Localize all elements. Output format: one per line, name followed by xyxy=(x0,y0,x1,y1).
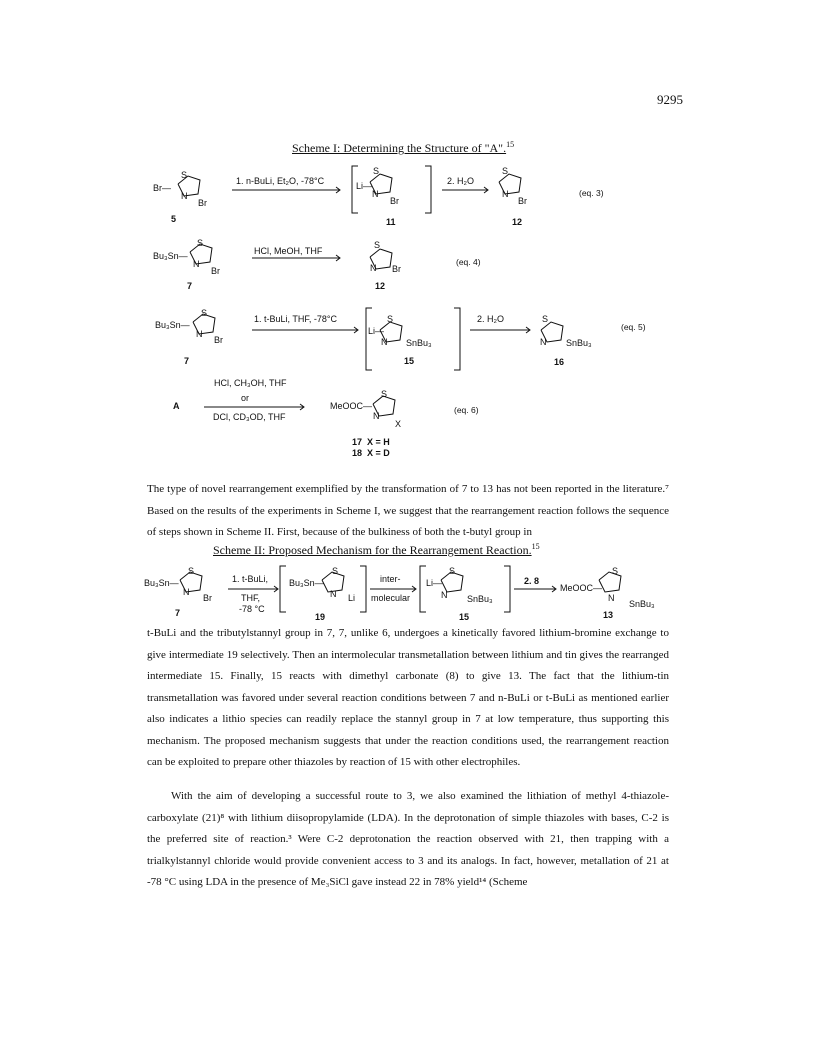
eq3-label: (eq. 3) xyxy=(579,188,604,198)
page-number: 9295 xyxy=(657,92,683,107)
eq5-intermediate-snbu3: SnBu₃ xyxy=(406,338,432,348)
eq6-product-substituent: MeOOC— xyxy=(330,401,373,411)
s2-reactant-br: Br xyxy=(203,593,212,603)
compound-a: A xyxy=(173,401,180,411)
eq3-reagent2: 2. H₂O xyxy=(447,176,474,186)
ring-atom-n: N xyxy=(181,191,188,201)
eq5-reagent2: 2. H₂O xyxy=(477,314,504,324)
compound-number-15: 15 xyxy=(459,612,470,622)
ring-atom-n: N xyxy=(370,263,377,273)
compound-number-7: 7 xyxy=(187,281,193,291)
ring-atom-n: N xyxy=(502,189,509,199)
scheme1-title: Scheme I: Determining the Structure of "A".$^{15}$ xyxy=(292,140,515,155)
compound-number-12: 12 xyxy=(512,217,523,227)
compound-number-13: 13 xyxy=(603,610,614,620)
eq3-reactant-substituent: Br— xyxy=(153,183,171,193)
compound-number-12: 12 xyxy=(375,281,386,291)
eq5-label: (eq. 5) xyxy=(621,322,646,332)
ring-atom-s: S xyxy=(332,566,339,576)
eq3-product-br: Br xyxy=(518,196,527,206)
compound-number-11: 11 xyxy=(386,217,396,227)
ring-atom-s: S xyxy=(201,308,208,318)
ring-atom-s: S xyxy=(542,314,549,324)
ring-atom-s: S xyxy=(374,240,381,250)
compound-number-17: 17 X = H xyxy=(352,437,390,447)
compound-number-19: 19 xyxy=(315,612,326,622)
ring-atom-n: N xyxy=(381,337,388,347)
compound-number-15: 15 xyxy=(404,356,415,366)
eq5-reactant-substituent: Bu₃Sn— xyxy=(155,320,190,330)
ring-atom-s: S xyxy=(387,314,394,324)
ring-atom-n: N xyxy=(196,329,203,339)
eq6-reagent-top: HCl, CH₃OH, THF xyxy=(214,378,287,388)
ring-atom-s: S xyxy=(381,389,388,399)
compound-number-7: 7 xyxy=(184,356,190,366)
s2-product-substituent: MeOOC— xyxy=(560,583,603,593)
ring-atom-n: N xyxy=(193,259,200,269)
eq4-product-br: Br xyxy=(392,264,401,274)
bracket-left-15b xyxy=(420,566,426,612)
eq6-reagent-bottom: DCl, CD₃OD, THF xyxy=(213,412,286,422)
eq4-reactant-substituent: Bu₃Sn— xyxy=(153,251,188,261)
eq3-intermediate-substituent: Li— xyxy=(356,181,373,191)
body-paragraph-1: The type of novel rearrangement exemplified by the transformation of 7 to 13 has not been reported in the literature.⁷ Based on the results of the experiments in Scheme I, we suggest that the rearrangement reaction follows the sequence of steps shown in Scheme II. First, because of the bulkiness of both the t-butyl group in xyxy=(147,483,669,538)
ring-atom-s: S xyxy=(502,166,509,176)
compound-number-16: 16 xyxy=(554,357,565,367)
eq6-product-x: X xyxy=(395,419,402,429)
ring-atom-s: S xyxy=(373,166,380,176)
compound-number-5: 5 xyxy=(171,214,177,224)
ring-atom-n: N xyxy=(373,411,380,421)
bracket-right-11 xyxy=(425,166,431,213)
bracket-right-19 xyxy=(360,566,366,612)
ring-atom-s: S xyxy=(188,566,195,576)
s2-reagent3: 2. 8 xyxy=(524,576,540,586)
body-paragraph-2: t-BuLi and the tributylstannyl group in 7, 7, unlike 6, undergoes a kinetically favored lithium-bromine exchange to give intermediate 19 selectively. Then an intermolecular transmetallation between lithium and tin gives the rearranged intermediate 15. Finally, 15 reacts with dimethyl carbonate (8) to give 13. The fact that the lithium-tin transmetallation was favored under several reaction conditions between 7 and n-BuLi or t-BuLi as mentioned earlier also indicates a lithio species can readily replace the stannyl group in 7 at low temperature, thus supporting this mechanism. The proposed mechanism suggests that under the reaction conditions used, the rearrangement reaction can be exploited to prepare other thiazoles by reaction of 15 with other electrophiles. xyxy=(147,627,669,768)
ring-atom-n: N xyxy=(330,589,337,599)
s2-reagent2-a: inter- xyxy=(380,574,401,584)
s2-reagent1-c: -78 °C xyxy=(239,604,265,614)
ring-atom-n: N xyxy=(540,337,547,347)
ring-atom-n: N xyxy=(608,593,615,603)
bracket-left-15 xyxy=(366,308,372,370)
eq5-intermediate-substituent: Li— xyxy=(368,326,385,336)
scheme2-title: Scheme II: Proposed Mechanism for the Rearrangement Reaction.$^{15}$ xyxy=(213,542,540,557)
eq4-reagent: HCl, MeOH, THF xyxy=(254,246,323,256)
ring-atom-n: N xyxy=(441,590,448,600)
eq3-reactant-br: Br xyxy=(198,198,207,208)
eq6-label: (eq. 6) xyxy=(454,405,479,415)
compound-number-18: 18 X = D xyxy=(352,448,390,458)
eq5-product-snbu3: SnBu₃ xyxy=(566,338,592,348)
s2-reagent2-b: molecular xyxy=(371,593,411,603)
bracket-left-19 xyxy=(280,566,286,612)
s2-int2-substituent: Li— xyxy=(426,578,443,588)
eq5-reagent: 1. t-BuLi, THF, -78°C xyxy=(254,314,337,324)
body-paragraph-3: With the aim of developing a successful route to 3, we also examined the lithiation of methyl 4-thiazole-carboxylate (21)⁸ with lithium diisopropylamide (LDA). In the deprotonation of simple thiazoles with bases, C-2 is the preferred site of reaction.³ Were C-2 deprotonation the reaction observed with 21, then trapping with a trialkylstannyl chloride would provide convenient access to 3 and its analogs. In fact, however, metallation of 21 at -78 °C using LDA in the presence of Me₃SiCl gave instead 22 in 78% yield¹⁴ (Scheme xyxy=(147,790,669,888)
eq3-reagent: 1. n-BuLi, Et₂O, -78°C xyxy=(236,176,325,186)
ring-atom-s: S xyxy=(449,566,456,576)
bracket-right-15b xyxy=(504,566,510,612)
ring-atom-s: S xyxy=(197,238,204,248)
eq6-reagent-or: or xyxy=(241,393,250,403)
s2-reagent1-b: THF, xyxy=(241,593,260,603)
eq4-label: (eq. 4) xyxy=(456,257,481,267)
ring-atom-s: S xyxy=(612,566,619,576)
s2-int1-substituent: Bu₃Sn— xyxy=(289,578,324,588)
s2-int1-li: Li xyxy=(348,593,356,603)
compound-number-7: 7 xyxy=(175,608,181,618)
eq5-reactant-br: Br xyxy=(214,335,223,345)
eq3-intermediate-br: Br xyxy=(390,196,399,206)
s2-product-snbu3: SnBu₃ xyxy=(629,599,655,609)
ring-atom-n: N xyxy=(183,587,190,597)
ring-atom-s: S xyxy=(181,170,188,180)
s2-int2-snbu3: SnBu₃ xyxy=(467,594,493,604)
s2-reactant-substituent: Bu₃Sn— xyxy=(144,578,179,588)
eq4-reactant-br: Br xyxy=(211,266,220,276)
s2-reagent1-a: 1. t-BuLi, xyxy=(232,574,269,584)
bracket-right-15 xyxy=(454,308,460,370)
ring-atom-n: N xyxy=(372,189,379,199)
